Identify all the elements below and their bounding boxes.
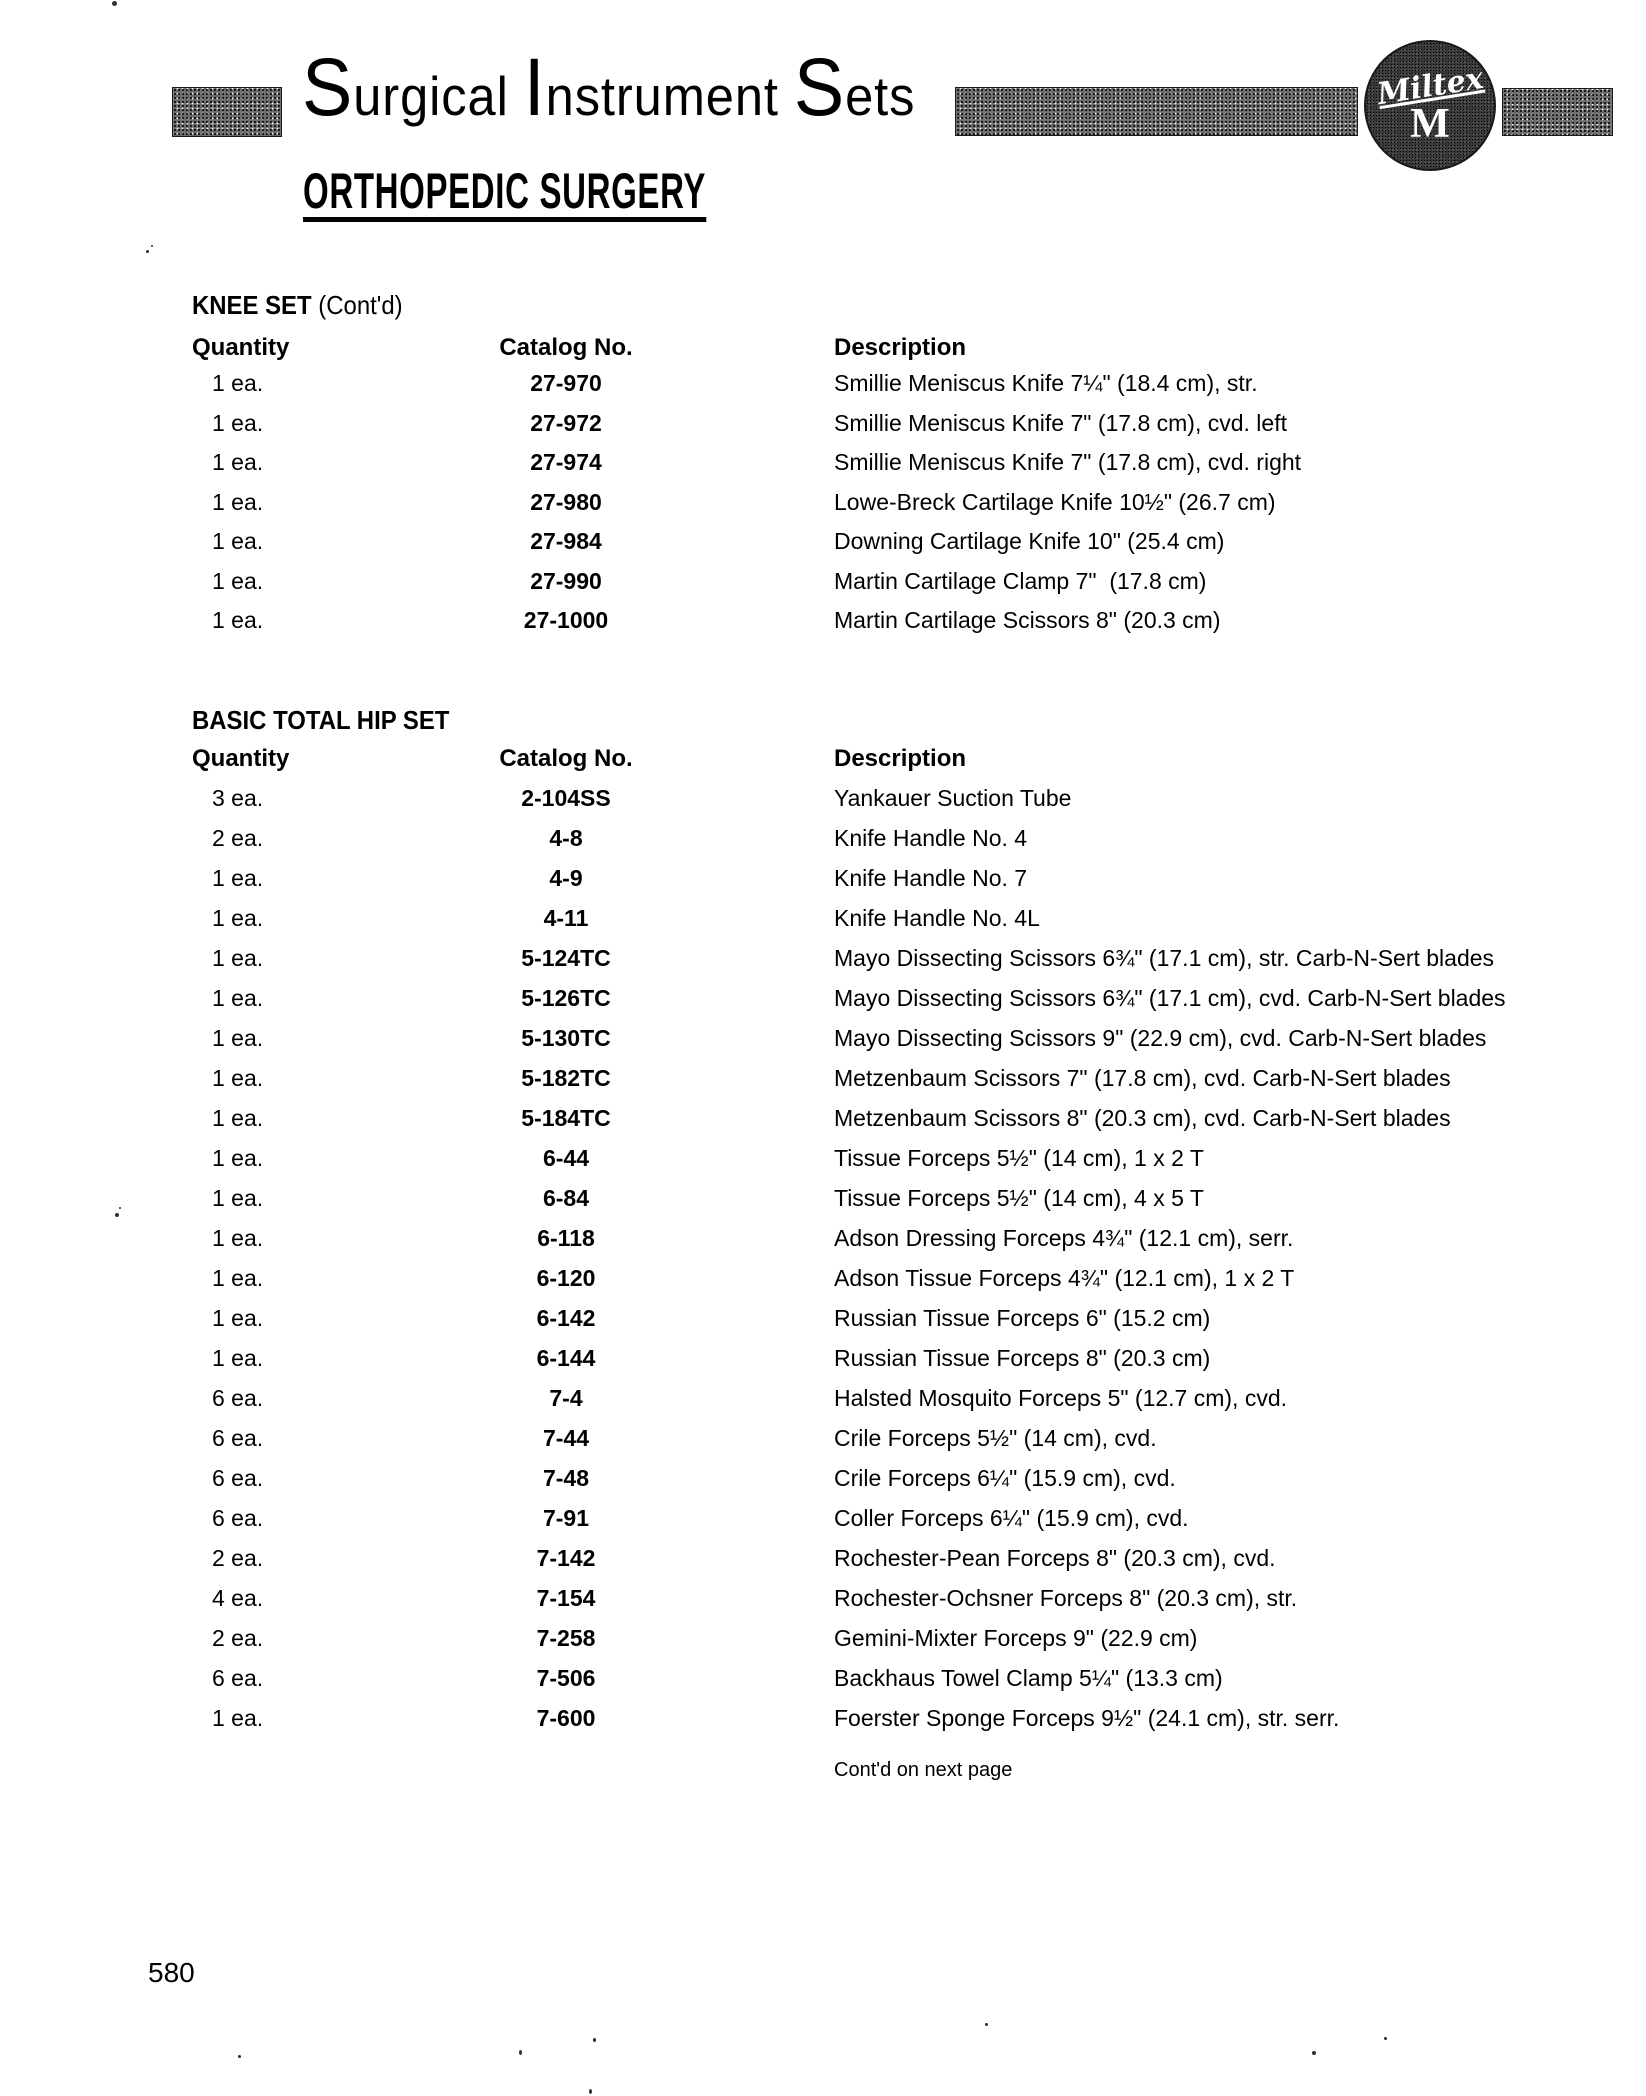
scan-speck <box>1384 2037 1387 2040</box>
contd-note: Cont'd on next page <box>834 1759 1013 1781</box>
table-header-row <box>0 744 1646 774</box>
catalog-no-cell: 5-126TC <box>521 985 611 1011</box>
table-header-row <box>0 333 1646 363</box>
catalog-no-cell: 4-11 <box>543 905 589 931</box>
description-cell: Knife Handle No. 4 <box>834 825 1028 851</box>
catalog-no-cell: 7-142 <box>536 1545 596 1571</box>
description-cell: Rochester-Ochsner Forceps 8" (20.3 cm), str. <box>834 1585 1298 1611</box>
catalog-no-cell: 7-154 <box>536 1585 596 1611</box>
catalog-no-cell: 6-144 <box>536 1345 596 1371</box>
quantity-cell: 1 ea. <box>212 1225 264 1251</box>
table-title <box>192 290 403 320</box>
page-number: 580 <box>148 1957 195 1988</box>
catalog-no-cell: 2-104SS <box>521 785 611 811</box>
table-row <box>0 983 1646 1013</box>
column-header-description: Description <box>834 745 967 772</box>
catalog-no-cell: 27-972 <box>530 409 602 436</box>
quantity-cell: 6 ea. <box>212 1465 264 1491</box>
table-row <box>0 1103 1646 1133</box>
description-cell: Smillie Meniscus Knife 7¼" (18.4 cm), str. <box>834 370 1258 396</box>
description-cell: Adson Dressing Forceps 4¾" (12.1 cm), serr. <box>834 1225 1294 1251</box>
quantity-cell: 2 ea. <box>212 825 264 851</box>
description-cell: Yankauer Suction Tube <box>834 785 1072 811</box>
header-title-initial: S <box>793 42 846 133</box>
table-row <box>0 1623 1646 1653</box>
scan-speck <box>589 2089 592 2094</box>
header-title-initial: I <box>523 42 546 133</box>
quantity-cell: 1 ea. <box>212 449 264 475</box>
quantity-cell: 1 ea. <box>212 567 264 594</box>
quantity-cell: 3 ea. <box>212 785 264 811</box>
miltex-logo-monogram: M <box>1410 100 1450 147</box>
catalog-no-cell: 6-120 <box>536 1265 596 1291</box>
catalog-no-cell: 6-44 <box>542 1145 590 1171</box>
quantity-cell: 1 ea. <box>212 1145 264 1171</box>
quantity-cell: 6 ea. <box>212 1385 264 1411</box>
table-row <box>0 903 1646 933</box>
table-row <box>0 943 1646 973</box>
description-cell: Downing Cartilage Knife 10" (25.4 cm) <box>834 528 1225 554</box>
quantity-cell: 4 ea. <box>212 1585 264 1611</box>
table-row <box>0 1183 1646 1213</box>
quantity-cell: 1 ea. <box>212 985 264 1011</box>
quantity-cell: 1 ea. <box>212 1705 264 1731</box>
table-row <box>0 1383 1646 1413</box>
description-cell: Tissue Forceps 5½" (14 cm), 4 x 5 T <box>834 1185 1204 1211</box>
table-row <box>0 526 1646 556</box>
scan-speck <box>519 2050 522 2055</box>
description-cell: Knife Handle No. 7 <box>834 865 1028 891</box>
quantity-cell: 1 ea. <box>212 1065 264 1091</box>
header-title <box>302 42 916 133</box>
column-header-quantity: Quantity <box>192 745 290 772</box>
table-row <box>0 447 1646 477</box>
scan-speck <box>151 245 153 247</box>
catalog-no-cell: 27-974 <box>530 449 602 475</box>
header-decor-bar-left <box>172 87 282 137</box>
table-row <box>0 1223 1646 1253</box>
column-header-catalog-no: Catalog No. <box>499 334 633 361</box>
table-row <box>0 1023 1646 1053</box>
table-row <box>0 1583 1646 1613</box>
quantity-cell: 1 ea. <box>212 370 264 396</box>
catalog-no-cell: 5-124TC <box>521 945 611 971</box>
table-row <box>0 783 1646 813</box>
table-row <box>0 605 1646 635</box>
header-title-initial: S <box>302 42 354 133</box>
quantity-cell: 6 ea. <box>212 1425 264 1451</box>
catalog-no-cell: 27-990 <box>530 567 602 594</box>
quantity-cell: 6 ea. <box>212 1505 264 1531</box>
table-row <box>0 1303 1646 1333</box>
quantity-cell: 1 ea. <box>212 528 264 554</box>
quantity-cell: 1 ea. <box>212 1105 264 1131</box>
table-title-main: KNEE SET <box>192 290 312 320</box>
catalog-no-cell: 7-48 <box>542 1465 590 1491</box>
catalog-no-cell: 7-258 <box>536 1625 596 1651</box>
catalog-no-cell: 6-84 <box>542 1185 590 1211</box>
quantity-cell: 1 ea. <box>212 1185 264 1211</box>
table-row <box>0 1463 1646 1493</box>
description-cell: Backhaus Towel Clamp 5¼" (13.3 cm) <box>834 1665 1223 1691</box>
description-cell: Mayo Dissecting Scissors 6¾" (17.1 cm), cvd. Carb-N-Sert blades <box>834 985 1506 1011</box>
header-title-word: nstrument <box>545 65 794 127</box>
description-cell: Gemini-Mixter Forceps 9" (22.9 cm) <box>834 1625 1198 1651</box>
quantity-cell: 1 ea. <box>212 1305 264 1331</box>
description-cell: Martin Cartilage Clamp 7" (17.8 cm) <box>834 567 1207 594</box>
description-cell: Lowe-Breck Cartilage Knife 10½" (26.7 cm) <box>834 488 1276 515</box>
description-cell: Mayo Dissecting Scissors 9" (22.9 cm), cvd. Carb-N-Sert blades <box>834 1025 1487 1051</box>
catalog-no-cell: 5-184TC <box>521 1105 611 1131</box>
catalog-no-cell: 27-984 <box>530 528 602 554</box>
quantity-cell: 2 ea. <box>212 1545 264 1571</box>
catalog-no-cell: 27-970 <box>530 370 602 396</box>
page-title: ORTHOPEDIC SURGERY <box>303 166 706 222</box>
description-cell: Knife Handle No. 4L <box>834 905 1040 931</box>
header-title-word: urgical <box>353 65 524 127</box>
description-cell: Halsted Mosquito Forceps 5" (12.7 cm), cvd. <box>834 1385 1288 1411</box>
description-cell: Martin Cartilage Scissors 8" (20.3 cm) <box>834 607 1221 633</box>
description-cell: Crile Forceps 5½" (14 cm), cvd. <box>834 1425 1157 1451</box>
description-cell: Russian Tissue Forceps 6" (15.2 cm) <box>834 1305 1211 1331</box>
description-cell: Adson Tissue Forceps 4¾" (12.1 cm), 1 x 2 T <box>834 1265 1295 1291</box>
catalog-no-cell: 5-130TC <box>521 1025 611 1051</box>
catalog-no-cell: 5-182TC <box>521 1065 611 1091</box>
description-cell: Rochester-Pean Forceps 8" (20.3 cm), cvd. <box>834 1545 1276 1571</box>
scan-speck <box>112 1 117 6</box>
catalog-no-cell: 7-506 <box>536 1665 596 1691</box>
scan-speck <box>146 250 149 253</box>
description-cell: Russian Tissue Forceps 8" (20.3 cm) <box>834 1345 1211 1371</box>
header-title-word: ets <box>845 65 916 127</box>
catalog-no-cell: 7-91 <box>542 1505 590 1531</box>
catalog-no-cell: 7-600 <box>536 1705 596 1731</box>
quantity-cell: 1 ea. <box>212 488 264 515</box>
description-cell: Metzenbaum Scissors 7" (17.8 cm), cvd. Carb-N-Sert blades <box>834 1065 1451 1091</box>
quantity-cell: 1 ea. <box>212 409 264 436</box>
table-row <box>0 1543 1646 1573</box>
table-row <box>0 1343 1646 1373</box>
scan-speck <box>985 2023 988 2026</box>
table-row <box>0 1703 1646 1733</box>
table-row <box>0 1263 1646 1293</box>
description-cell: Metzenbaum Scissors 8" (20.3 cm), cvd. Carb-N-Sert blades <box>834 1105 1451 1131</box>
quantity-cell: 1 ea. <box>212 905 264 931</box>
quantity-cell: 2 ea. <box>212 1625 264 1651</box>
description-cell: Crile Forceps 6¼" (15.9 cm), cvd. <box>834 1465 1176 1491</box>
catalog-no-cell: 4-8 <box>549 825 583 851</box>
description-cell: Coller Forceps 6¼" (15.9 cm), cvd. <box>834 1505 1189 1531</box>
miltex-logo-script: Miltex <box>1374 60 1486 112</box>
header-decor-bar-middle <box>955 87 1358 136</box>
table-row <box>0 408 1646 438</box>
description-cell: Mayo Dissecting Scissors 6¾" (17.1 cm), str. Carb-N-Sert blades <box>834 945 1495 971</box>
scan-speck <box>1312 2051 1316 2055</box>
table-row <box>0 1503 1646 1533</box>
quantity-cell: 1 ea. <box>212 1345 264 1371</box>
quantity-cell: 6 ea. <box>212 1665 264 1691</box>
table-row <box>0 1063 1646 1093</box>
table-title <box>192 705 449 735</box>
table-row <box>0 823 1646 853</box>
table-row <box>0 1423 1646 1453</box>
catalog-no-cell: 4-9 <box>549 865 583 891</box>
catalog-no-cell: 27-1000 <box>523 607 609 633</box>
column-header-catalog-no: Catalog No. <box>499 745 633 772</box>
table-row <box>0 1663 1646 1693</box>
table-row <box>0 487 1646 517</box>
column-header-description: Description <box>834 334 967 361</box>
header-decor-bar-right <box>1502 88 1613 136</box>
quantity-cell: 1 ea. <box>212 1025 264 1051</box>
miltex-logo <box>1366 42 1494 169</box>
quantity-cell: 1 ea. <box>212 607 264 633</box>
table-row <box>0 863 1646 893</box>
column-header-quantity: Quantity <box>192 334 290 361</box>
catalog-no-cell: 6-118 <box>537 1225 595 1251</box>
scan-speck <box>238 2055 241 2058</box>
scan-speck <box>115 1213 119 1217</box>
catalog-no-cell: 7-4 <box>549 1385 583 1411</box>
quantity-cell: 1 ea. <box>212 945 264 971</box>
catalog-no-cell: 6-142 <box>536 1305 596 1331</box>
catalog-no-cell: 27-980 <box>530 488 602 515</box>
table-title-suffix: (Cont'd) <box>311 290 403 320</box>
scan-speck <box>119 1207 121 1209</box>
table-title-main: BASIC TOTAL HIP SET <box>192 705 450 735</box>
description-cell: Smillie Meniscus Knife 7" (17.8 cm), cvd. right <box>834 449 1302 475</box>
description-cell: Smillie Meniscus Knife 7" (17.8 cm), cvd. left <box>834 409 1287 436</box>
description-cell: Tissue Forceps 5½" (14 cm), 1 x 2 T <box>834 1145 1204 1171</box>
quantity-cell: 1 ea. <box>212 865 264 891</box>
table-row <box>0 1143 1646 1173</box>
table-row <box>0 566 1646 596</box>
quantity-cell: 1 ea. <box>212 1265 264 1291</box>
scan-speck <box>593 2038 596 2042</box>
catalog-no-cell: 7-44 <box>542 1425 590 1451</box>
description-cell: Foerster Sponge Forceps 9½" (24.1 cm), str. serr. <box>834 1705 1340 1731</box>
table-row <box>0 368 1646 398</box>
